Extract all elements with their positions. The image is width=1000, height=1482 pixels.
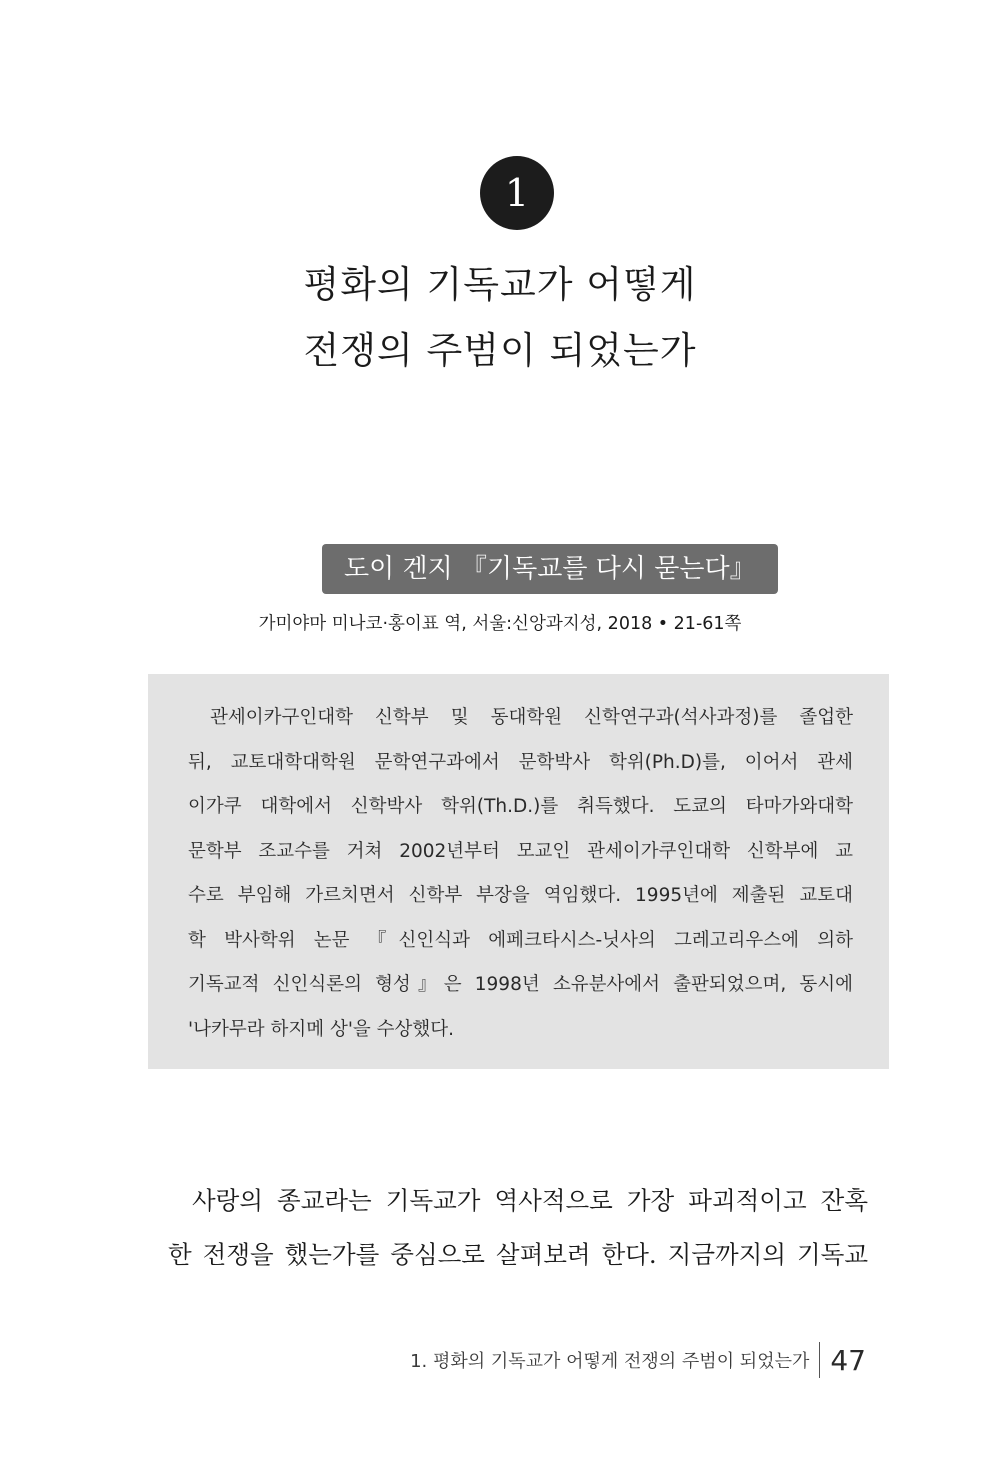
bio-line: 뒤, 교토대학대학원 문학연구과에서 문학박사 학위(Ph.D)를, 이어서 관세: [188, 751, 853, 773]
body-paragraph: [168, 1174, 868, 1282]
chapter-title-line: 평화의 기독교가 어떻게: [303, 263, 697, 306]
bio-line: 학 박사학위 논문 『신인식과 에페크타시스-닛사의 그레고리우스에 의하: [188, 929, 853, 951]
bio-line: 이가쿠 대학에서 신학박사 학위(Th.D.)를 취득했다. 도쿄의 타마가와대학: [188, 796, 853, 817]
page-footer: [410, 1338, 866, 1382]
author-bio-box: [148, 674, 889, 1069]
chapter-number: 1: [504, 171, 530, 215]
chapter-title: [0, 252, 1000, 384]
bio-line: 문학부 조교수를 거쳐 2002년부터 모교인 관세이가쿠인대학 신학부에 교: [188, 840, 853, 862]
bio-line: '나카무라 하지메 상'을 수상했다.: [188, 1018, 455, 1040]
chapter-number-badge: [480, 156, 554, 230]
bio-line: 관세이카구인대학 신학부 및 동대학원 신학연구과(석사과정)를 졸업한: [210, 707, 853, 728]
body-line: 한 전쟁을 했는가를 중심으로 살펴보려 한다. 지금까지의 기독교: [168, 1240, 868, 1269]
running-head: 1. 평화의 기독교가 어떻게 전쟁의 주범이 되었는가: [410, 1351, 810, 1372]
book-publication-info: 가미야마 미나코·홍이표 역, 서울:신앙과지성, 2018 • 21-61쪽: [258, 614, 742, 634]
page-number: 47: [830, 1343, 866, 1377]
body-line: 사랑의 종교라는 기독교가 역사적으로 가장 파괴적이고 잔혹: [192, 1186, 868, 1215]
bio-line: 기독교적 신인식론의 형성』은 1998년 소유분사에서 출판되었으며, 동시에: [188, 974, 853, 995]
bio-line: 수로 부임해 가르치면서 신학부 부장을 역임했다. 1995년에 제출된 교토대: [188, 885, 853, 906]
author-bio-text: [188, 696, 853, 1052]
book-title-tag: 도이 겐지 『기독교를 다시 묻는다』: [322, 544, 778, 594]
chapter-title-line: 전쟁의 주범이 되었는가: [303, 329, 697, 372]
footer-divider: [819, 1342, 820, 1378]
